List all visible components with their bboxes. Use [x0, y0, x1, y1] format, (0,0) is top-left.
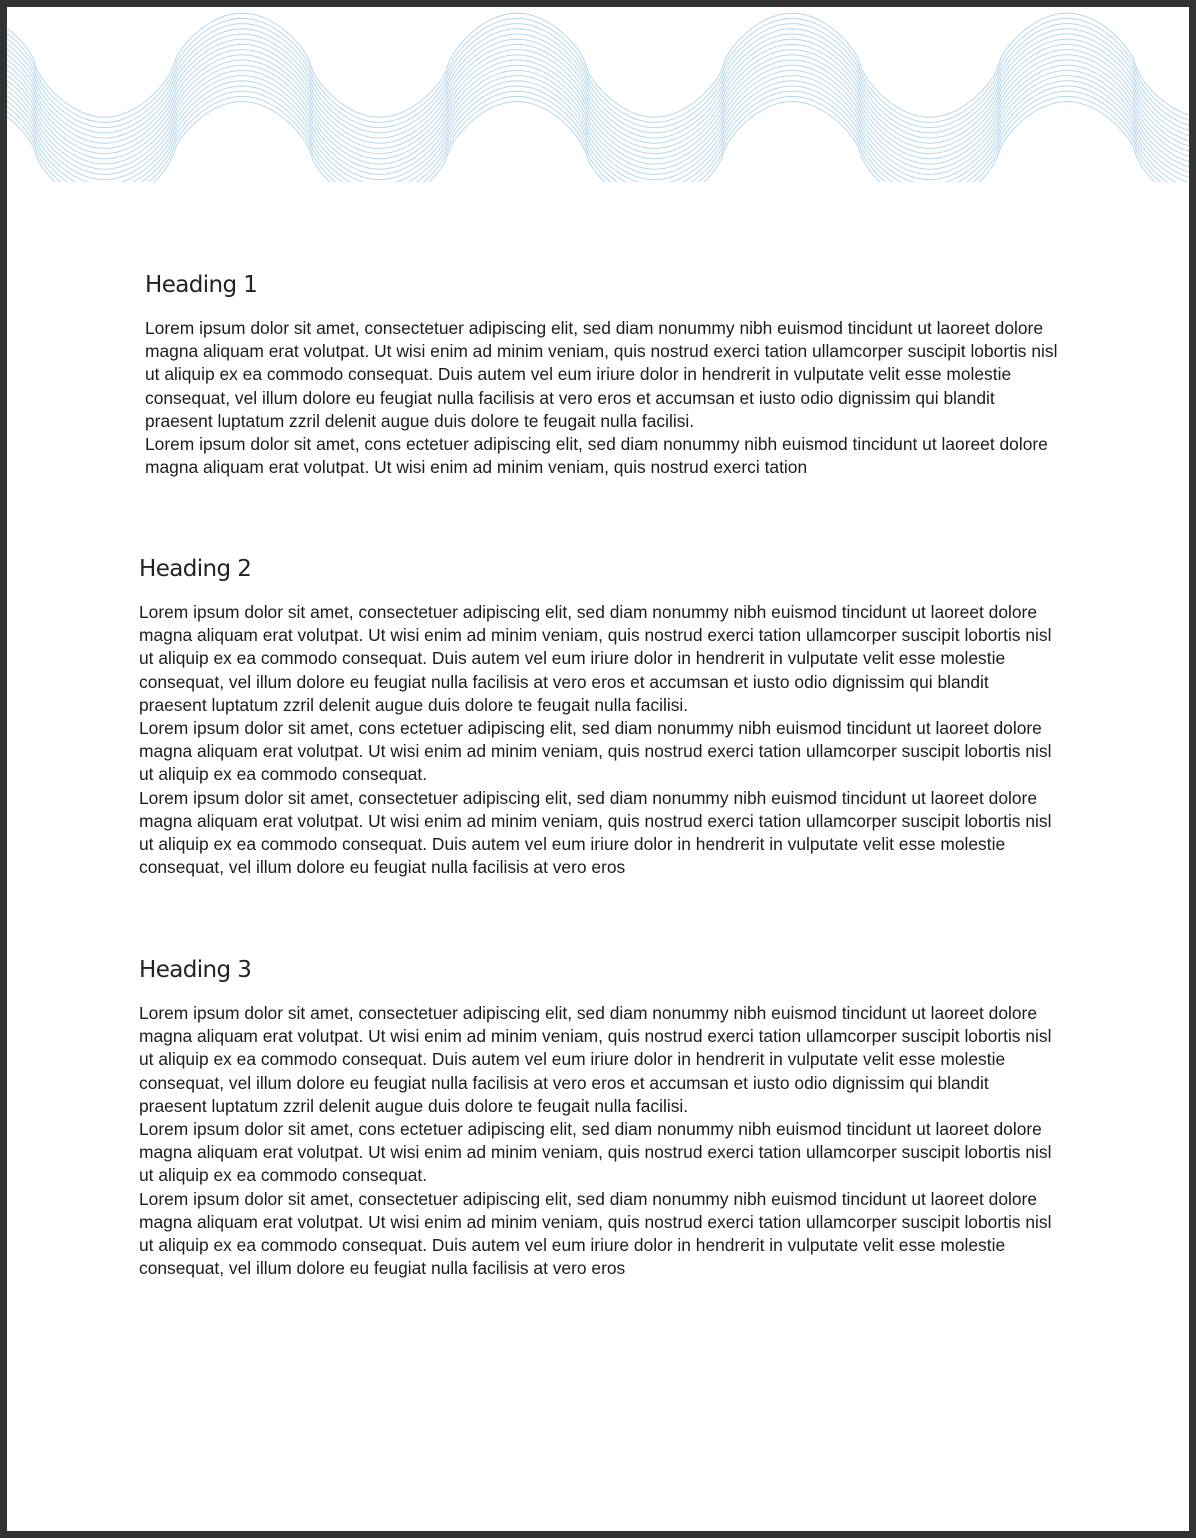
section-body [139, 601, 1059, 879]
section-heading: Heading 3 [139, 957, 252, 983]
wave-line-pattern [7, 7, 1189, 182]
body-paragraph: Lorem ipsum dolor sit amet, consectetuer adipiscing elit, sed diam nonummy nibh euismod tincidunt ut laoreet dolore magna aliquam erat volutpat. Ut wisi enim ad minim veniam, quis nostrud exerci tation ullamcorper suscipit lobortis nisl ut aliquip ex ea commodo consequat. Duis autem vel eum iriure dolor in hendrerit in vulputate velit esse molestie consequat, vel illum dolore eu feugiat nulla facilisis at vero eros [139, 787, 1052, 878]
body-paragraph: Lorem ipsum dolor sit amet, consectetuer adipiscing elit, sed diam nonummy nibh euismod tincidunt ut laoreet dolore magna aliquam erat volutpat. Ut wisi enim ad minim veniam, quis nostrud exerci tation ullamcorper suscipit lobortis nisl ut aliquip ex ea commodo consequat. Duis autem vel eum iriure dolor in hendrerit in vulputate velit esse molestie consequat, vel illum dolore eu feugiat nulla facilisis at vero eros [139, 1188, 1052, 1279]
body-paragraph: Lorem ipsum dolor sit amet, cons ectetuer adipiscing elit, sed diam nonummy nibh euismod tincidunt ut laoreet dolore magna aliquam erat volutpat. Ut wisi enim ad minim veniam, quis nostrud exerci tation ullamcorper suscipit lobortis nisl ut aliquip ex ea commodo consequat. [139, 718, 1052, 785]
section-heading-3 [139, 956, 1059, 1280]
section-heading: Heading 2 [139, 556, 252, 582]
document-page [7, 7, 1189, 1531]
body-paragraph: Lorem ipsum dolor sit amet, consectetuer adipiscing elit, sed diam nonummy nibh euismod tincidunt ut laoreet dolore magna aliquam erat volutpat. Ut wisi enim ad minim veniam, quis nostrud exerci tation ullamcorper suscipit lobortis nisl ut aliquip ex ea commodo consequat. Duis autem vel eum iriure dolor in hendrerit in vulputate velit esse molestie consequat, vel illum dolore eu feugiat nulla facilisis at vero eros et accumsan et iusto odio dignissim qui blandit praesent luptatum zzril delenit augue duis dolore te feugait nulla facilisi. [139, 1003, 1052, 1116]
section-body [145, 317, 1065, 479]
section-heading-1 [145, 271, 1065, 479]
section-body [139, 1002, 1059, 1280]
section-heading: Heading 1 [145, 272, 258, 298]
body-paragraph: Lorem ipsum dolor sit amet, cons ectetuer adipiscing elit, sed diam nonummy nibh euismod tincidunt ut laoreet dolore magna aliquam erat volutpat. Ut wisi enim ad minim veniam, quis nostrud exerci tation [145, 434, 1048, 478]
body-paragraph: Lorem ipsum dolor sit amet, consectetuer adipiscing elit, sed diam nonummy nibh euismod tincidunt ut laoreet dolore magna aliquam erat volutpat. Ut wisi enim ad minim veniam, quis nostrud exerci tation ullamcorper suscipit lobortis nisl ut aliquip ex ea commodo consequat. Duis autem vel eum iriure dolor in hendrerit in vulputate velit esse molestie consequat, vel illum dolore eu feugiat nulla facilisis at vero eros et accumsan et iusto odio dignissim qui blandit praesent luptatum zzril delenit augue duis dolore te feugait nulla facilisi. [145, 318, 1058, 431]
body-paragraph: Lorem ipsum dolor sit amet, cons ectetuer adipiscing elit, sed diam nonummy nibh euismod tincidunt ut laoreet dolore magna aliquam erat volutpat. Ut wisi enim ad minim veniam, quis nostrud exerci tation ullamcorper suscipit lobortis nisl ut aliquip ex ea commodo consequat. [139, 1119, 1052, 1186]
section-heading-2 [139, 555, 1059, 879]
wave-line [7, 96, 1189, 182]
body-paragraph: Lorem ipsum dolor sit amet, consectetuer adipiscing elit, sed diam nonummy nibh euismod tincidunt ut laoreet dolore magna aliquam erat volutpat. Ut wisi enim ad minim veniam, quis nostrud exerci tation ullamcorper suscipit lobortis nisl ut aliquip ex ea commodo consequat. Duis autem vel eum iriure dolor in hendrerit in vulputate velit esse molestie consequat, vel illum dolore eu feugiat nulla facilisis at vero eros et accumsan et iusto odio dignissim qui blandit praesent luptatum zzril delenit augue duis dolore te feugait nulla facilisi. [139, 602, 1052, 715]
